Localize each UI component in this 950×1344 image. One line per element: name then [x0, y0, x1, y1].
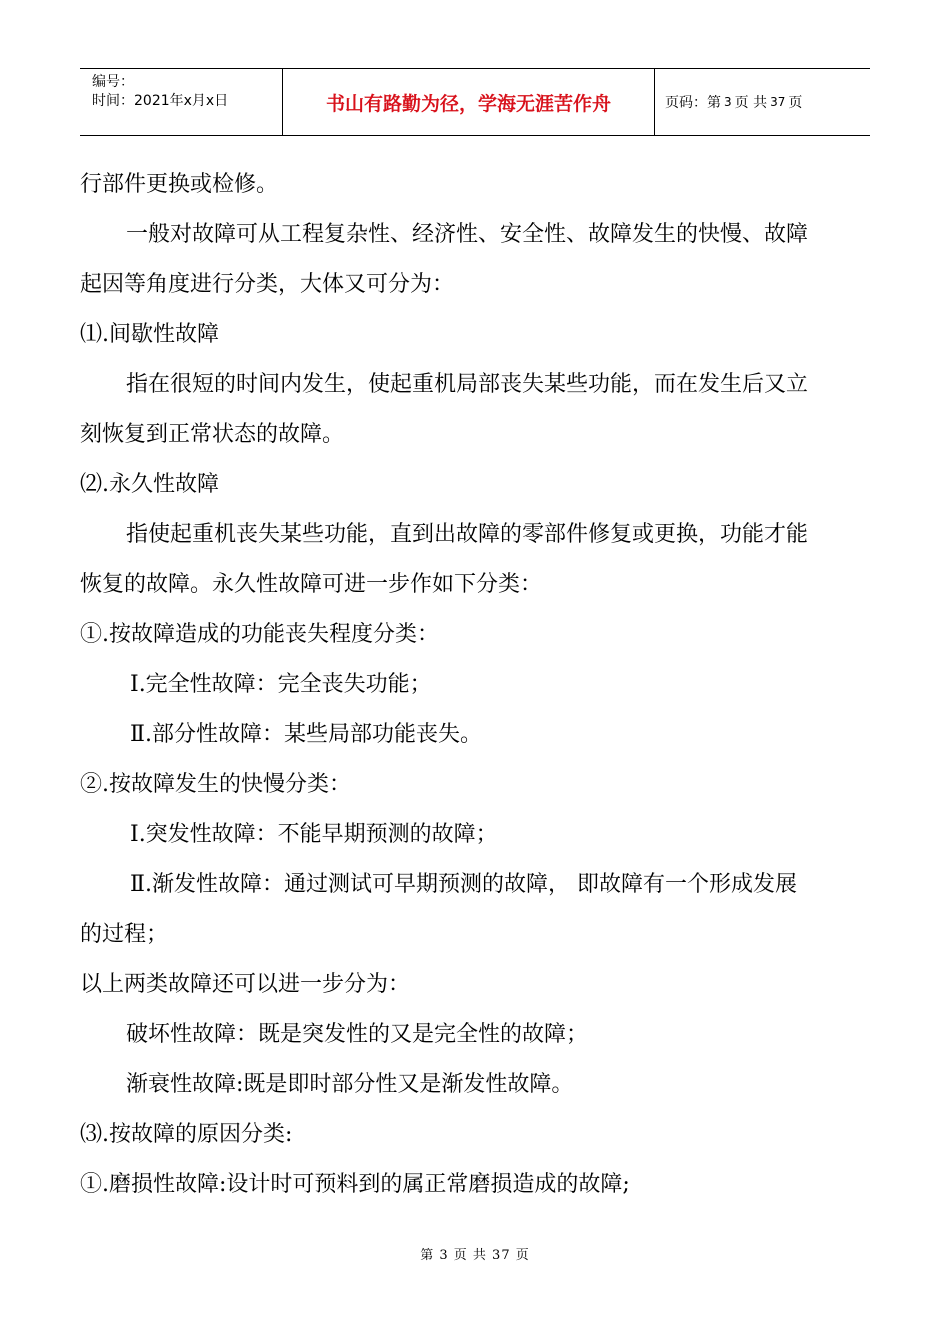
list-item: Ⅱ.部分性故障：某些局部功能丧失。	[130, 722, 482, 747]
body-line: 起因等角度进行分类，大体又可分为：	[80, 272, 455, 297]
section-heading: ⑶.按故障的原因分类:	[80, 1122, 293, 1147]
list-item: 渐衰性故障:既是即时部分性又是渐发性故障。	[126, 1072, 574, 1097]
subsection-heading: ②.按故障发生的快慢分类：	[80, 772, 351, 797]
header-left-cell	[80, 69, 283, 135]
document-body	[80, 160, 880, 1210]
list-item: Ⅱ.渐发性故障：通过测试可早期预测的故障， 即故障有一个形成发展	[130, 872, 797, 897]
header-motto: 书山有路勤为径，学海无涯苦作舟	[283, 69, 655, 135]
subsection-heading: ①.按故障造成的功能丧失程度分类：	[80, 622, 439, 647]
section-heading: ⑴.间歇性故障	[80, 322, 219, 347]
page-current: 3	[724, 95, 732, 109]
list-item: 破坏性故障：既是突发性的又是完全性的故障；	[126, 1022, 589, 1047]
body-line: 指使起重机丧失某些功能，直到出故障的零部件修复或更换，功能才能	[126, 522, 809, 547]
page-prefix: 页码：第	[665, 95, 721, 111]
body-line: 一般对故障可从工程复杂性、经济性、安全性、故障发生的快慢、故障	[126, 222, 809, 247]
section-heading: ⑵.永久性故障	[80, 472, 219, 497]
body-line: 行部件更换或检修。	[80, 172, 279, 197]
page-total: 37	[770, 95, 786, 109]
document-time-label: 时间：2021年x月x日	[92, 93, 229, 109]
body-line: 指在很短的时间内发生，使起重机局部丧失某些功能，而在发生后又立	[126, 372, 809, 397]
page-middle: 页 共	[734, 95, 768, 111]
list-item: Ⅰ.突发性故障：不能早期预测的故障；	[130, 822, 498, 847]
header-page-info	[655, 69, 870, 135]
subsection-heading: ①.磨损性故障:设计时可预料到的属正常磨损造成的故障;	[80, 1172, 630, 1197]
body-line: 以上两类故障还可以进一步分为：	[80, 972, 411, 997]
body-line: 的过程；	[80, 922, 169, 947]
body-line: 刻恢复到正常状态的故障。	[80, 422, 345, 447]
document-number-label: 编号：	[92, 74, 134, 90]
page-footer: 第 3 页 共 37 页	[420, 1248, 530, 1263]
page-header	[80, 68, 870, 136]
body-line: 恢复的故障。永久性故障可进一步作如下分类：	[80, 572, 543, 597]
page-suffix: 页	[788, 95, 803, 111]
list-item: Ⅰ.完全性故障：完全丧失功能；	[130, 672, 432, 697]
